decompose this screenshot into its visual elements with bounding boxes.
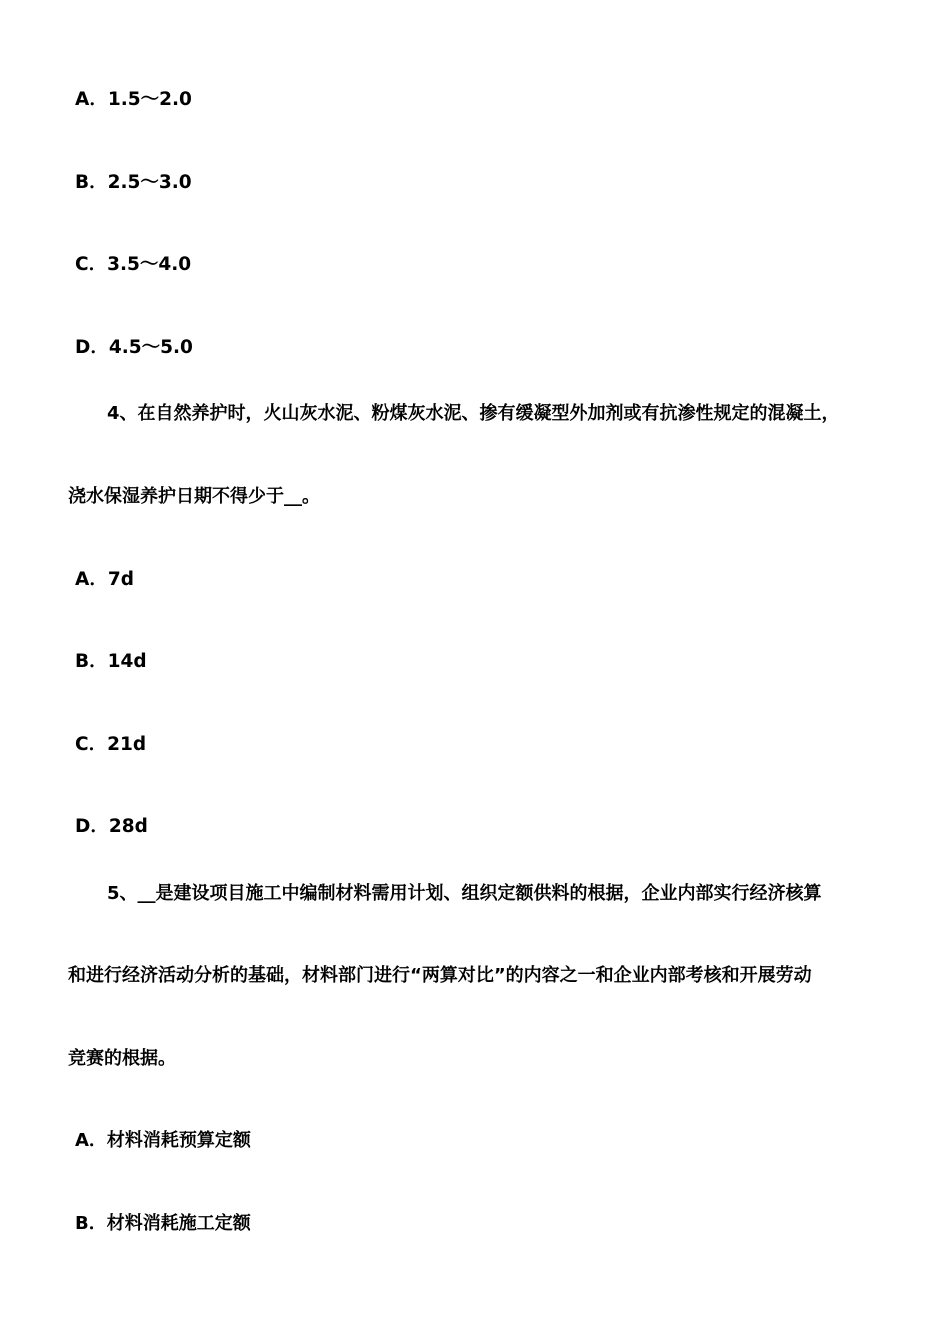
q3-option-c: C．3.5～4.0 [75,254,192,275]
q4-question-line2: 浇水保湿养护日期不得少于__。 [68,486,320,507]
q4-option-a: A．7d [75,569,134,590]
q4-option-d: D．28d [75,816,148,837]
q5-question-line2: 和进行经济活动分析的基础，材料部门进行“两算对比”的内容之一和企业内部考核和开展劳动 [68,965,812,986]
q3-option-a: A．1.5～2.0 [75,89,192,110]
q4-option-b: B．14d [75,651,147,672]
q5-question-line1: 5、__是建设项目施工中编制材料需用计划、组织定额供料的根据，企业内部实行经济核算 [107,883,822,904]
q3-option-d: D．4.5～5.0 [75,337,193,358]
q5-question-line3: 竞赛的根据。 [68,1048,176,1069]
q4-question-line1: 4、在自然养护时，火山灰水泥、粉煤灰水泥、掺有缓凝型外加剂或有抗渗性规定的混凝土， [107,403,840,424]
q5-option-a: A．材料消耗预算定额 [75,1130,251,1151]
q5-option-b: B．材料消耗施工定额 [75,1213,251,1234]
q4-option-c: C．21d [75,734,147,755]
q3-option-b: B．2.5～3.0 [75,172,192,193]
